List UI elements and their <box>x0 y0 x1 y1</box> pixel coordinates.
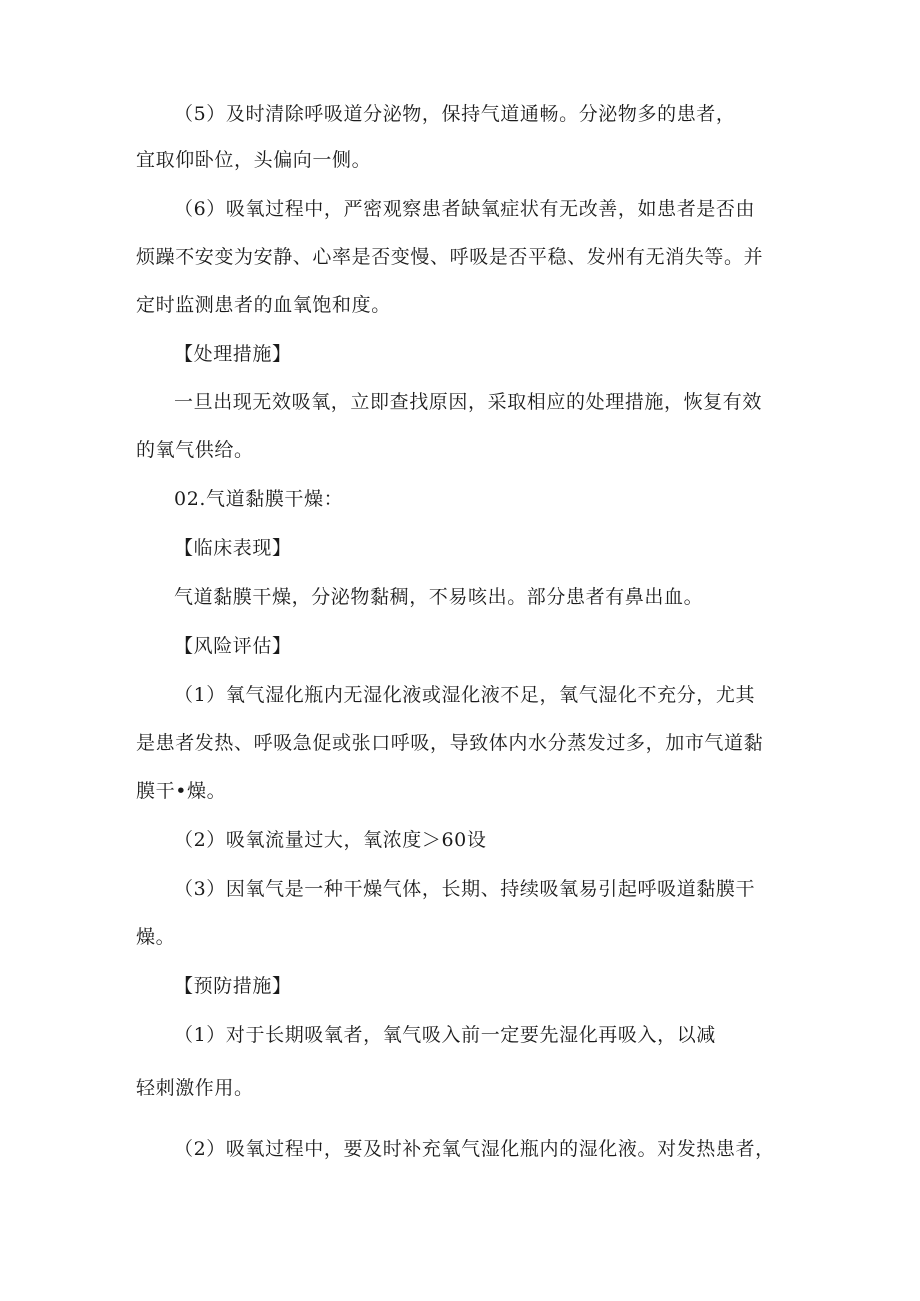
risk-2: （2）吸氧流量过大，氧浓度＞60设 <box>174 829 487 851</box>
paragraph-6-line-3: 定时监测患者的血氧饱和度。 <box>136 294 391 316</box>
heading-prevention: 【预防措施】 <box>174 975 292 997</box>
heading-clinical: 【临床表现】 <box>174 537 292 559</box>
prevention-2-line-1: （2）吸氧过程中，要及时补充氧气湿化瓶内的湿化液。对发热患者， <box>174 1138 775 1160</box>
prevention-1-line-1: （1）对于长期吸氧者，氧气吸入前一定要先湿化再吸入，以减 <box>174 1024 716 1046</box>
paragraph-5-line-1: （5）及时清除呼吸道分泌物，保持气道通畅。分泌物多的患者， <box>174 103 736 125</box>
paragraph-5-line-2: 宜取仰卧位，头偏向一侧。 <box>136 149 372 171</box>
treatment-line-1: 一旦出现无效吸氧，立即查找原因，采取相应的处理措施，恢复有效 <box>174 391 763 413</box>
risk-1-line-2: 是患者发热、呼吸急促或张口呼吸，导致体内水分蒸发过多，加市气道黏 <box>136 732 764 754</box>
heading-risk: 【风险评估】 <box>174 635 292 657</box>
risk-1-line-3: 膜干•燥。 <box>136 780 227 802</box>
section-title-02: 02.气道黏膜干燥： <box>174 488 344 510</box>
risk-3-line-1: （3）因氧气是一种干燥气体，长期、持续吸氧易引起呼吸道黏膜干 <box>174 878 756 900</box>
treatment-line-2: 的氧气供给。 <box>136 439 254 461</box>
clinical-text: 气道黏膜干燥，分泌物黏稠，不易咳出。部分患者有鼻出血。 <box>174 586 704 608</box>
paragraph-6-line-2: 烦躁不安变为安静、心率是否变慢、呼吸是否平稳、发州有无消失等。并 <box>136 246 764 268</box>
prevention-1-line-2: 轻刺激作用。 <box>136 1077 254 1099</box>
risk-3-line-2: 燥。 <box>136 926 176 948</box>
paragraph-6-line-1: （6）吸氧过程中，严密观察患者缺氧症状有无改善，如患者是否由 <box>174 198 756 220</box>
heading-treatment: 【处理措施】 <box>174 343 292 365</box>
risk-1-line-1: （1）氧气湿化瓶内无湿化液或湿化液不足，氧气湿化不充分，尤其 <box>174 684 756 706</box>
